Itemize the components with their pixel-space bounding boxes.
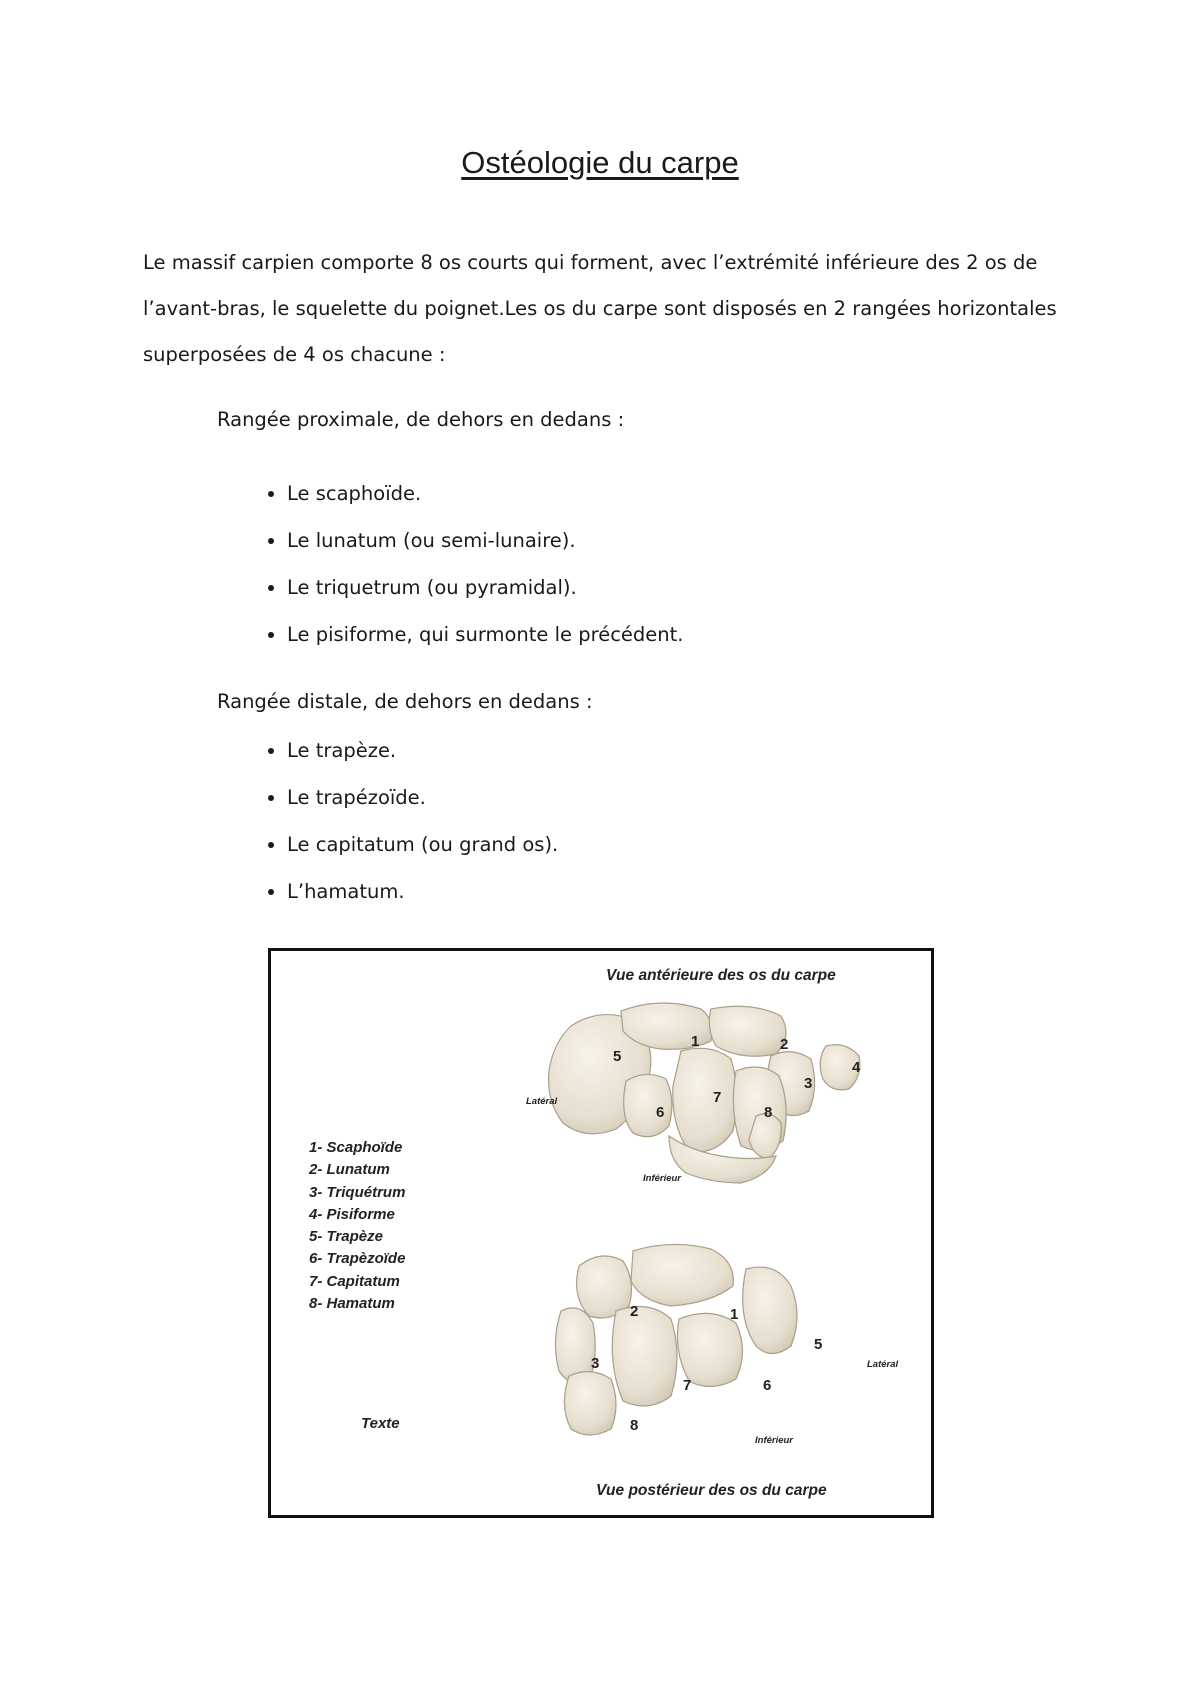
distal-row-heading: Rangée distale, de dehors en dedans : — [217, 690, 593, 713]
bone-scaphoid-posterior — [631, 1244, 733, 1306]
legend-item: 1- Scaphoïde — [309, 1139, 403, 1156]
legend-item: 3- Triquétrum — [309, 1183, 406, 1201]
bone-number-label: 1 — [730, 1306, 739, 1323]
legend-item: 6- Trapèzoïde — [309, 1250, 406, 1268]
distal-row-list — [217, 727, 558, 915]
bone-number-label: 8 — [630, 1417, 639, 1434]
lateral-label-anterior: Latéral — [526, 1096, 558, 1107]
inferior-label-anterior: Inférieur — [643, 1173, 682, 1184]
intro-paragraph: Le massif carpien comporte 8 os courts qui forment, avec l’extrémité inférieure des 2 os de l’avant-bras, le squelette du poignet.Les os du carpe sont disposés en 2 rangées horizontales superposées de 4 os chacune : — [143, 251, 1057, 366]
bone-capitatum-anterior — [673, 1048, 737, 1152]
bone-number-label: 5 — [613, 1048, 622, 1065]
bone-number-label: 7 — [683, 1377, 692, 1394]
bone-trapezoide-posterior — [677, 1313, 742, 1386]
bone-trapeze-posterior — [743, 1267, 797, 1353]
legend-item: 5- Trapèze — [309, 1228, 383, 1246]
bone-number-label: 2 — [630, 1303, 639, 1320]
inferior-label-posterior: Inférieur — [755, 1435, 794, 1446]
proximal-row-heading: Rangée proximale, de dehors en dedans : — [217, 408, 625, 431]
bone-number-label: 8 — [764, 1104, 773, 1121]
list-item: • Le pisiforme, qui surmonte le précédent. — [287, 611, 684, 658]
legend-item: 2- Lunatum — [309, 1161, 390, 1179]
legend-item: 4- Pisiforme — [309, 1205, 395, 1223]
bone-number-label: 3 — [591, 1355, 600, 1372]
legend-item: 7- Capitatum — [309, 1272, 400, 1290]
legend-item: 8- Hamatum — [309, 1295, 395, 1313]
figure-placeholder-text: Texte — [361, 1415, 400, 1432]
figure-bottom-caption: Vue postérieur des os du carpe — [596, 1482, 827, 1499]
page-title: Ostéologie du carpe — [461, 145, 739, 180]
list-item: • Le trapézoïde. — [287, 774, 558, 821]
bone-number-label: 3 — [804, 1075, 813, 1092]
bone-number-label: 2 — [780, 1036, 789, 1053]
bone-number-label: 7 — [713, 1089, 722, 1106]
figure-top-caption: Vue antérieure des os du carpe — [606, 967, 836, 984]
list-item: • Le scaphoïde. — [287, 470, 684, 517]
bone-number-label: 5 — [814, 1336, 823, 1353]
bone-lunatum-anterior — [709, 1006, 789, 1056]
bone-hamatum-posterior — [564, 1372, 616, 1435]
proximal-row-list — [217, 470, 684, 658]
carpal-bones-figure — [268, 948, 934, 1518]
bone-capitatum-posterior — [612, 1307, 677, 1406]
list-item: • L’hamatum. — [287, 868, 558, 915]
bone-legend — [309, 1137, 405, 1315]
bone-number-label: 6 — [763, 1377, 772, 1394]
bone-number-label: 4 — [852, 1059, 861, 1076]
lateral-label-posterior: Latéral — [867, 1359, 899, 1370]
list-item: • Le triquetrum (ou pyramidal). — [287, 564, 684, 611]
bone-number-label: 1 — [691, 1033, 700, 1050]
list-item: • Le capitatum (ou grand os). — [287, 821, 558, 868]
list-item: • Le lunatum (ou semi-lunaire). — [287, 517, 684, 564]
bone-trapezoide-anterior — [624, 1074, 672, 1136]
bone-number-label: 6 — [656, 1104, 665, 1121]
list-item: • Le trapèze. — [287, 727, 558, 774]
